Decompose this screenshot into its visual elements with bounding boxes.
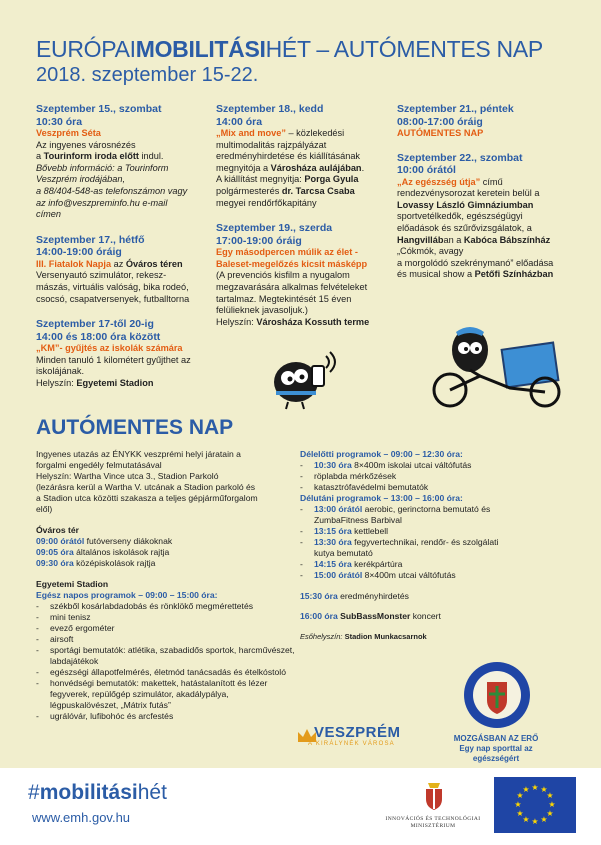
event-text: A kiállítást megnyitja: Porga Gyula	[216, 174, 359, 185]
hashtag: #mobilitásihét	[28, 781, 167, 804]
list-item: - ugrálóvár, lufibohóc és arcfestés	[36, 711, 296, 722]
event-title: Egy másodpercen múlik az élet -	[216, 247, 358, 258]
svg-text:★: ★	[546, 791, 554, 800]
svg-text:★: ★	[514, 800, 522, 809]
list-item: - katasztrófavédelmi bemutatók	[300, 482, 500, 493]
day-heading: Szeptember 17-től 20-ig	[36, 318, 154, 331]
ovaros-item: 09:05 óra általános iskolások rajtja	[36, 547, 170, 557]
list-item: - sportági bemutatók: atlétika, szabadidős sportok, harcművészet, labdajátékok	[36, 645, 296, 667]
page-title	[36, 36, 543, 63]
info-text: az info@veszpreminfo.hu e-mail	[36, 197, 168, 208]
event-text: megnyitója a Városháza aulájában.	[216, 162, 365, 173]
svg-text:★: ★	[548, 800, 556, 809]
program-column-1	[36, 103, 208, 390]
svg-text:★: ★	[531, 783, 539, 792]
mascot-phone-illustration	[268, 348, 340, 410]
day-heading: Szeptember 15., szombat	[36, 103, 162, 115]
list-item: - 13:15 óra kettlebell	[300, 526, 500, 537]
svg-text:★: ★	[531, 817, 539, 826]
event-text: megyei rendőrfőkapitány	[216, 197, 317, 208]
event-title: AUTÓMENTES NAP	[397, 128, 484, 138]
morning-list	[300, 460, 500, 493]
event-date-range: 2018. szeptember 15-22.	[36, 64, 259, 86]
event-text: iskolájának.	[36, 366, 85, 377]
event-text: előadások és szűrővizsgálatok, a	[397, 222, 532, 233]
event-text: a Tourinform iroda előtt indul.	[36, 151, 164, 162]
police-badge-logo	[462, 660, 532, 730]
day-heading: Szeptember 22., szombat	[397, 151, 523, 164]
stadion-subtitle: Egész napos programok – 09:00 – 15:00 óra:	[36, 590, 218, 600]
list-item: - evező ergométer	[36, 623, 296, 634]
intro-text: a Stadion utca közötti szakasza a teljes gépjárműforgalom	[36, 493, 258, 503]
event-text: és musical show a Petőfi Színházban	[397, 269, 554, 280]
list-item: - 13:00 órától aerobic, gerinctorna bemutató és ZumbaFitness Barbival	[300, 504, 500, 526]
police-slogan: MOZGÁSBAN AZ ERŐ	[453, 734, 539, 743]
eu-stars-icon	[494, 777, 576, 833]
rain-venue: Esőhelyszín: Stadion Munkacsarnok	[300, 632, 427, 641]
svg-text:★: ★	[516, 791, 524, 800]
info-text: a 88/404-548-as telefonszámon vagy	[36, 185, 188, 196]
event-title: „Mix and move” – közlekedési	[216, 128, 345, 138]
title-part-mobilitasi: MOBILITÁSI	[135, 36, 266, 62]
event-title: „KM”- gyűjtés az iskolák számára	[36, 343, 183, 354]
autofree-left-column	[36, 449, 296, 722]
results-item: 15:30 óra eredményhirdetés	[300, 591, 409, 601]
morning-title: Délelőtti programok – 09:00 – 12:30 óra:	[300, 449, 463, 459]
event-title: III. Fiatalok Napja az Óváros téren	[36, 258, 183, 269]
day-heading: Szeptember 18., kedd	[216, 103, 324, 115]
day-heading: Szeptember 19., szerda	[216, 222, 333, 235]
list-item: - airsoft	[36, 634, 296, 645]
day-heading: Szeptember 17., hétfő	[36, 233, 145, 246]
svg-text:★: ★	[540, 815, 548, 824]
svg-text:★: ★	[540, 785, 548, 794]
event-text: Versenyautó szimulátor, rekesz-	[36, 270, 167, 281]
afternoon-title: Délutáni programok – 13:00 – 16:00 óra:	[300, 493, 463, 503]
list-item: - egészségi állapotfelmérés, életmód tanácsadás és ételkóstoló	[36, 667, 296, 678]
event-text: tartalmaz. Megtekintését 15 éven	[216, 293, 352, 304]
ovaros-title: Óváros tér	[36, 525, 79, 535]
event-text: (A prevenciós kisfilm a nyugalom	[216, 270, 350, 281]
autofree-right-column	[300, 449, 500, 642]
section-title-autofree: AUTÓMENTES NAP	[36, 416, 234, 439]
time-heading: 10:00 órától	[397, 164, 456, 177]
event-venue: Helyszín: Városháza Kossuth terme	[216, 316, 370, 327]
ministry-caption: INNOVÁCIÓS ÉS TECHNOLÓGIAI MINISZTÉRIUM	[385, 816, 481, 829]
list-item: - 10:30 óra 8×400m iskolai utcai váltófutás	[300, 460, 500, 471]
title-part-hét: HÉT – AUTÓMENTES NAP	[265, 36, 543, 62]
event-text: Lovassy László Gimnáziumban	[397, 199, 534, 210]
intro-text: (lezárásra kerül a Wartha V. utcának a Stadion parkoló és	[36, 482, 256, 492]
event-text: polgármesterés dr. Tarcsa Csaba	[216, 185, 355, 196]
event-text: a morgolódó szekrénymanó” előadása	[397, 257, 554, 268]
svg-text:★: ★	[516, 809, 524, 818]
day-heading: Szeptember 21., péntek	[397, 103, 514, 115]
event-text: Minden tanuló 1 kilométert gyűjthet az	[36, 354, 191, 365]
program-column-2	[216, 103, 392, 328]
intro-text: Ingyenes utazás az ÉNYKK veszprémi helyi járatain a	[36, 449, 241, 459]
intro-text: forgalmi engedély felmutatásával	[36, 460, 162, 470]
event-text: felülieknek javasoljuk.)	[216, 305, 308, 316]
police-caption	[436, 734, 556, 764]
afternoon-list	[300, 504, 500, 581]
program-column-3	[397, 103, 593, 281]
event-text: rendezvénysorozat keretein belül a	[397, 188, 540, 199]
list-item: - mini tenisz	[36, 612, 296, 623]
intro-text: elől)	[36, 504, 53, 514]
time-heading: 14:00-19:00 óráig	[36, 246, 122, 259]
event-text: csocsó, csapatversenyek, futballtorna	[36, 293, 190, 304]
list-item: - székből kosárlabdadobás és rönklökő megmérettetés	[36, 601, 296, 612]
event-text: megzavarására alkalmas felvételeket	[216, 281, 368, 292]
mascot-cargo-bike-illustration	[420, 318, 580, 410]
svg-text:★: ★	[522, 785, 530, 794]
concert-item: 16:00 óra SubBassMonster koncert	[300, 611, 441, 621]
police-slogan-sub: Egy nap sporttal az egészségért	[459, 744, 533, 763]
time-heading: 08:00-17:00 óráig	[397, 115, 483, 128]
title-part-europai: EURÓPAI	[36, 36, 136, 62]
event-title: Baleset-megelőzés kicsit másképp	[216, 258, 368, 269]
hungarian-coat-of-arms-icon	[424, 781, 444, 811]
event-text: „Cókmók, avagy	[397, 246, 464, 257]
stadion-list	[36, 601, 296, 722]
ovaros-item: 09:30 óra középiskolások rajtja	[36, 558, 156, 568]
info-text: Bővebb információ: a Tourinform	[36, 162, 169, 173]
time-heading: 14:00 óra	[216, 115, 263, 128]
event-text: multimodalitás rajzpályázat	[216, 139, 327, 150]
svg-text:★: ★	[546, 809, 554, 818]
event-title: Veszprém Séta	[36, 128, 101, 138]
event-venue: Helyszín: Egyetemi Stadion	[36, 377, 154, 388]
time-heading: 17:00-19:00 óráig	[216, 234, 302, 247]
list-item: - 14:15 óra kerékpártúra	[300, 559, 500, 570]
time-heading: 14:00 és 18:00 óra között	[36, 330, 161, 343]
event-text: eredményhirdetése és kiállításának	[216, 151, 361, 162]
event-text: Az ingyenes városnézés	[36, 139, 136, 150]
eu-flag-icon	[494, 777, 576, 833]
info-text: Veszprém irodájában,	[36, 174, 126, 185]
time-heading: 10:30 óra	[36, 115, 83, 128]
event-text: mászás, virtuális valóság, bika rodeó,	[36, 281, 189, 292]
list-item: - 15:00 órától 8×400m utcai váltófutás	[300, 570, 500, 581]
event-text: sportvetélkedők, egészségügyi	[397, 211, 523, 222]
stadion-title: Egyetemi Stadion	[36, 579, 109, 589]
svg-text:★: ★	[522, 815, 530, 824]
website-link[interactable]: www.emh.gov.hu	[32, 810, 131, 825]
event-title: „Az egészség útja” című	[397, 176, 503, 187]
ovaros-item: 09:00 órától futóverseny diákoknak	[36, 536, 173, 546]
event-text: Hangvillában a Kabóca Bábszínház	[397, 234, 551, 245]
intro-text: Helyszín: Wartha Vince utca 3., Stadion Parkoló	[36, 471, 219, 481]
list-item: - röplabda mérkőzések	[300, 471, 500, 482]
list-item: - honvédségi bemutatók: makettek, hatástalanított és lézer fegyverek, repülőgép szimulátor, akadálypálya, légpuskalövészet, „Mátrix futás”	[36, 678, 296, 711]
list-item: - 13:30 óra fegyvertechnikai, rendőr- és szolgálati kutya bemutató	[300, 537, 500, 559]
info-text: címen	[36, 209, 62, 220]
